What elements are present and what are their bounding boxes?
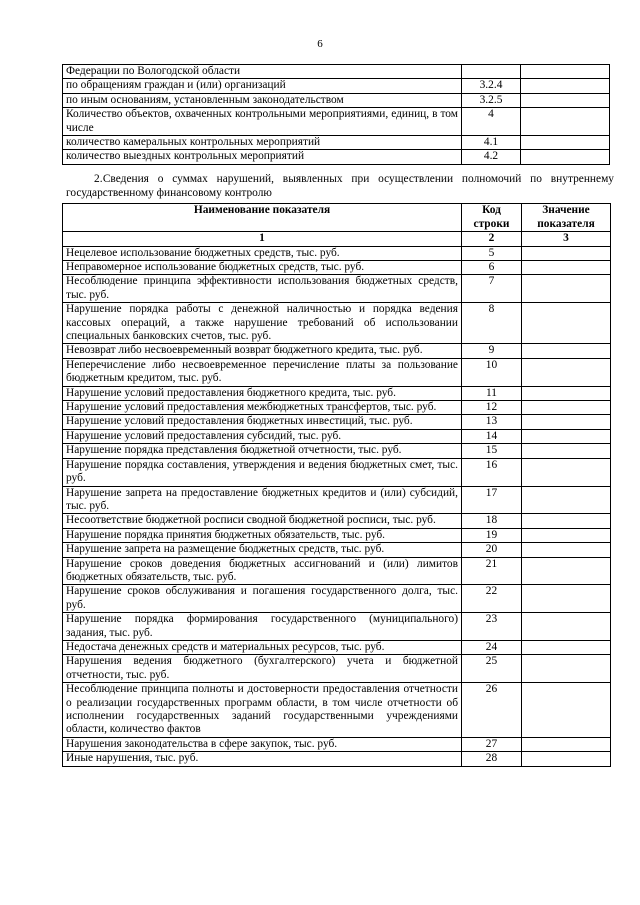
indicator-name-cell: Количество объектов, охваченных контрольными мероприятиями, единиц, в том числе [63, 108, 462, 136]
table-row [63, 557, 611, 585]
row-code-cell: 9 [462, 344, 522, 358]
table-row [63, 93, 610, 107]
row-code-cell: 7 [462, 275, 522, 303]
indicator-value-cell [522, 640, 611, 654]
table-row [63, 585, 611, 613]
header-indicator-value: Значение показателя [522, 204, 611, 232]
indicator-value-cell [522, 655, 611, 683]
indicator-value-cell [522, 613, 611, 641]
indicator-name-cell: Нарушение порядка представления бюджетной отчетности, тыс. руб. [63, 444, 462, 458]
row-code-cell: 4.2 [462, 150, 521, 164]
indicator-value-cell [522, 528, 611, 542]
table-row [63, 613, 611, 641]
indicator-value-cell [522, 344, 611, 358]
indicator-name-cell: Неперечисление либо несвоевременное перечисление платы за пользование бюджетным кредитом, тыс. руб. [63, 358, 462, 386]
table-row [63, 444, 611, 458]
indicator-value-cell [521, 79, 610, 93]
indicator-name-cell: Несоблюдение принципа эффективности использования бюджетных средств, тыс. руб. [63, 275, 462, 303]
indicator-value-cell [522, 585, 611, 613]
header-indicator-name: Наименование показателя [63, 204, 462, 232]
indicator-name-cell: Несоблюдение принципа полноты и достоверности предоставления отчетности о реализации государственных программ области, в том числе отчетности об исполнении государственных заданий государственными учреждениями области, количество фактов [63, 683, 462, 738]
indicator-name-cell: Нарушение условий предоставления бюджетных инвестиций, тыс. руб. [63, 415, 462, 429]
indicator-name-cell: Нарушения законодательства в сфере закупок, тыс. руб. [63, 737, 462, 751]
indicator-name-cell: Нарушение запрета на предоставление бюджетных кредитов и (или) субсидий, тыс. руб. [63, 486, 462, 514]
indicator-value-cell [522, 358, 611, 386]
indicator-value-cell [522, 543, 611, 557]
indicator-value-cell [522, 683, 611, 738]
indicator-name-cell: Нарушение порядка работы с денежной наличностью и порядка ведения кассовых операций, а также нарушение требований об использовании специальных банковских счетов, тыс. руб. [63, 303, 462, 344]
table-row [63, 543, 611, 557]
table-header-row [63, 204, 611, 232]
table-row [63, 303, 611, 344]
table-row [63, 275, 611, 303]
indicator-value-cell [521, 108, 610, 136]
row-code-cell: 23 [462, 613, 522, 641]
row-code-cell: 21 [462, 557, 522, 585]
indicator-value-cell [522, 429, 611, 443]
row-code-cell: 4 [462, 108, 521, 136]
indicator-value-cell [522, 246, 611, 260]
indicator-name-cell: Федерации по Вологодской области [63, 65, 462, 79]
indicator-name-cell: количество камеральных контрольных мероприятий [63, 136, 462, 150]
table-row [63, 65, 610, 79]
indicator-name-cell: Нарушение сроков обслуживания и погашения государственного долга, тыс. руб. [63, 585, 462, 613]
indicator-value-cell [521, 150, 610, 164]
table-row [63, 108, 610, 136]
row-code-cell: 26 [462, 683, 522, 738]
indicator-value-cell [521, 93, 610, 107]
section-heading [66, 173, 614, 200]
row-code-cell: 19 [462, 528, 522, 542]
indicator-name-cell: Нарушение запрета на размещение бюджетных средств, тыс. руб. [63, 543, 462, 557]
indicator-name-cell: по обращениям граждан и (или) организаций [63, 79, 462, 93]
column-number-2: 2 [462, 232, 522, 246]
indicator-value-cell [522, 444, 611, 458]
indicator-value-cell [522, 737, 611, 751]
table-row [63, 358, 611, 386]
table-row [63, 344, 611, 358]
table-row [63, 640, 611, 654]
row-code-cell: 16 [462, 458, 522, 486]
indicator-name-cell: Нарушение порядка составления, утверждения и ведения бюджетных смет, тыс. руб. [63, 458, 462, 486]
table-row [63, 415, 611, 429]
row-code-cell: 11 [462, 386, 522, 400]
table-row [63, 150, 610, 164]
indicator-name-cell: Нарушение порядка принятия бюджетных обязательств, тыс. руб. [63, 528, 462, 542]
indicator-name-cell: Нарушение порядка формирования государственного (муниципального) задания, тыс. руб. [63, 613, 462, 641]
row-code-cell: 10 [462, 358, 522, 386]
indicator-name-cell: Нецелевое использование бюджетных средств, тыс. руб. [63, 246, 462, 260]
table-row [63, 401, 611, 415]
table-row [63, 246, 611, 260]
indicator-name-cell: Нарушение условий предоставления межбюджетных трансфертов, тыс. руб. [63, 401, 462, 415]
table-row [63, 261, 611, 275]
row-code-cell: 24 [462, 640, 522, 654]
indicator-value-cell [522, 401, 611, 415]
indicator-value-cell [522, 386, 611, 400]
indicator-value-cell [521, 65, 610, 79]
indicator-value-cell [522, 752, 611, 766]
row-code-cell: 12 [462, 401, 522, 415]
indicator-name-cell: Нарушение условий предоставления бюджетного кредита, тыс. руб. [63, 386, 462, 400]
top-table-continuation [62, 64, 610, 165]
indicator-value-cell [521, 136, 610, 150]
column-number-row [63, 232, 611, 246]
indicator-value-cell [522, 261, 611, 275]
row-code-cell: 5 [462, 246, 522, 260]
indicator-name-cell: Несоответствие бюджетной росписи сводной бюджетной росписи, тыс. руб. [63, 514, 462, 528]
section-text: Сведения о суммах нарушений, выявленных при осуществлении полномочий по внутреннему государственному финансовому контролю [66, 173, 614, 199]
table-row [63, 486, 611, 514]
table-row [63, 458, 611, 486]
indicator-name-cell: Нарушение сроков доведения бюджетных ассигнований и (или) лимитов бюджетных обязательств, тыс. руб. [63, 557, 462, 585]
row-code-cell: 3.2.4 [462, 79, 521, 93]
column-number-3: 3 [522, 232, 611, 246]
page-number: 6 [317, 38, 323, 50]
indicator-name-cell: по иным основаниям, установленным законодательством [63, 93, 462, 107]
row-code-cell: 15 [462, 444, 522, 458]
table-row [63, 136, 610, 150]
table-row [63, 737, 611, 751]
row-code-cell: 8 [462, 303, 522, 344]
header-row-code: Код строки [462, 204, 522, 232]
indicator-name-cell: Невозврат либо несвоевременный возврат бюджетного кредита, тыс. руб. [63, 344, 462, 358]
table-row [63, 79, 610, 93]
row-code-cell: 3.2.5 [462, 93, 521, 107]
indicator-name-cell: Нарушения ведения бюджетного (бухгалтерского) учета и бюджетной отчетности, тыс. руб. [63, 655, 462, 683]
row-code-cell: 6 [462, 261, 522, 275]
row-code-cell: 25 [462, 655, 522, 683]
column-number-1: 1 [63, 232, 462, 246]
row-code-cell: 28 [462, 752, 522, 766]
indicator-value-cell [522, 275, 611, 303]
row-code-cell: 20 [462, 543, 522, 557]
indicator-value-cell [522, 514, 611, 528]
table-row [63, 429, 611, 443]
indicator-name-cell: Неправомерное использование бюджетных средств, тыс. руб. [63, 261, 462, 275]
table-row [63, 514, 611, 528]
indicator-name-cell: Нарушение условий предоставления субсидий, тыс. руб. [63, 429, 462, 443]
row-code-cell: 22 [462, 585, 522, 613]
table-row [63, 683, 611, 738]
row-code-cell: 17 [462, 486, 522, 514]
table-row [63, 386, 611, 400]
table-row [63, 752, 611, 766]
row-code-cell: 13 [462, 415, 522, 429]
indicator-value-cell [522, 557, 611, 585]
table-row [63, 528, 611, 542]
table-row [63, 655, 611, 683]
indicator-name-cell: Иные нарушения, тыс. руб. [63, 752, 462, 766]
section-number: 2. [94, 173, 103, 185]
row-code-cell: 4.1 [462, 136, 521, 150]
indicator-value-cell [522, 415, 611, 429]
violations-table [62, 203, 611, 767]
indicator-value-cell [522, 458, 611, 486]
indicator-value-cell [522, 303, 611, 344]
row-code-cell [462, 65, 521, 79]
indicator-name-cell: Недостача денежных средств и материальных ресурсов, тыс. руб. [63, 640, 462, 654]
row-code-cell: 18 [462, 514, 522, 528]
indicator-name-cell: количество выездных контрольных мероприятий [63, 150, 462, 164]
indicator-value-cell [522, 486, 611, 514]
row-code-cell: 14 [462, 429, 522, 443]
row-code-cell: 27 [462, 737, 522, 751]
